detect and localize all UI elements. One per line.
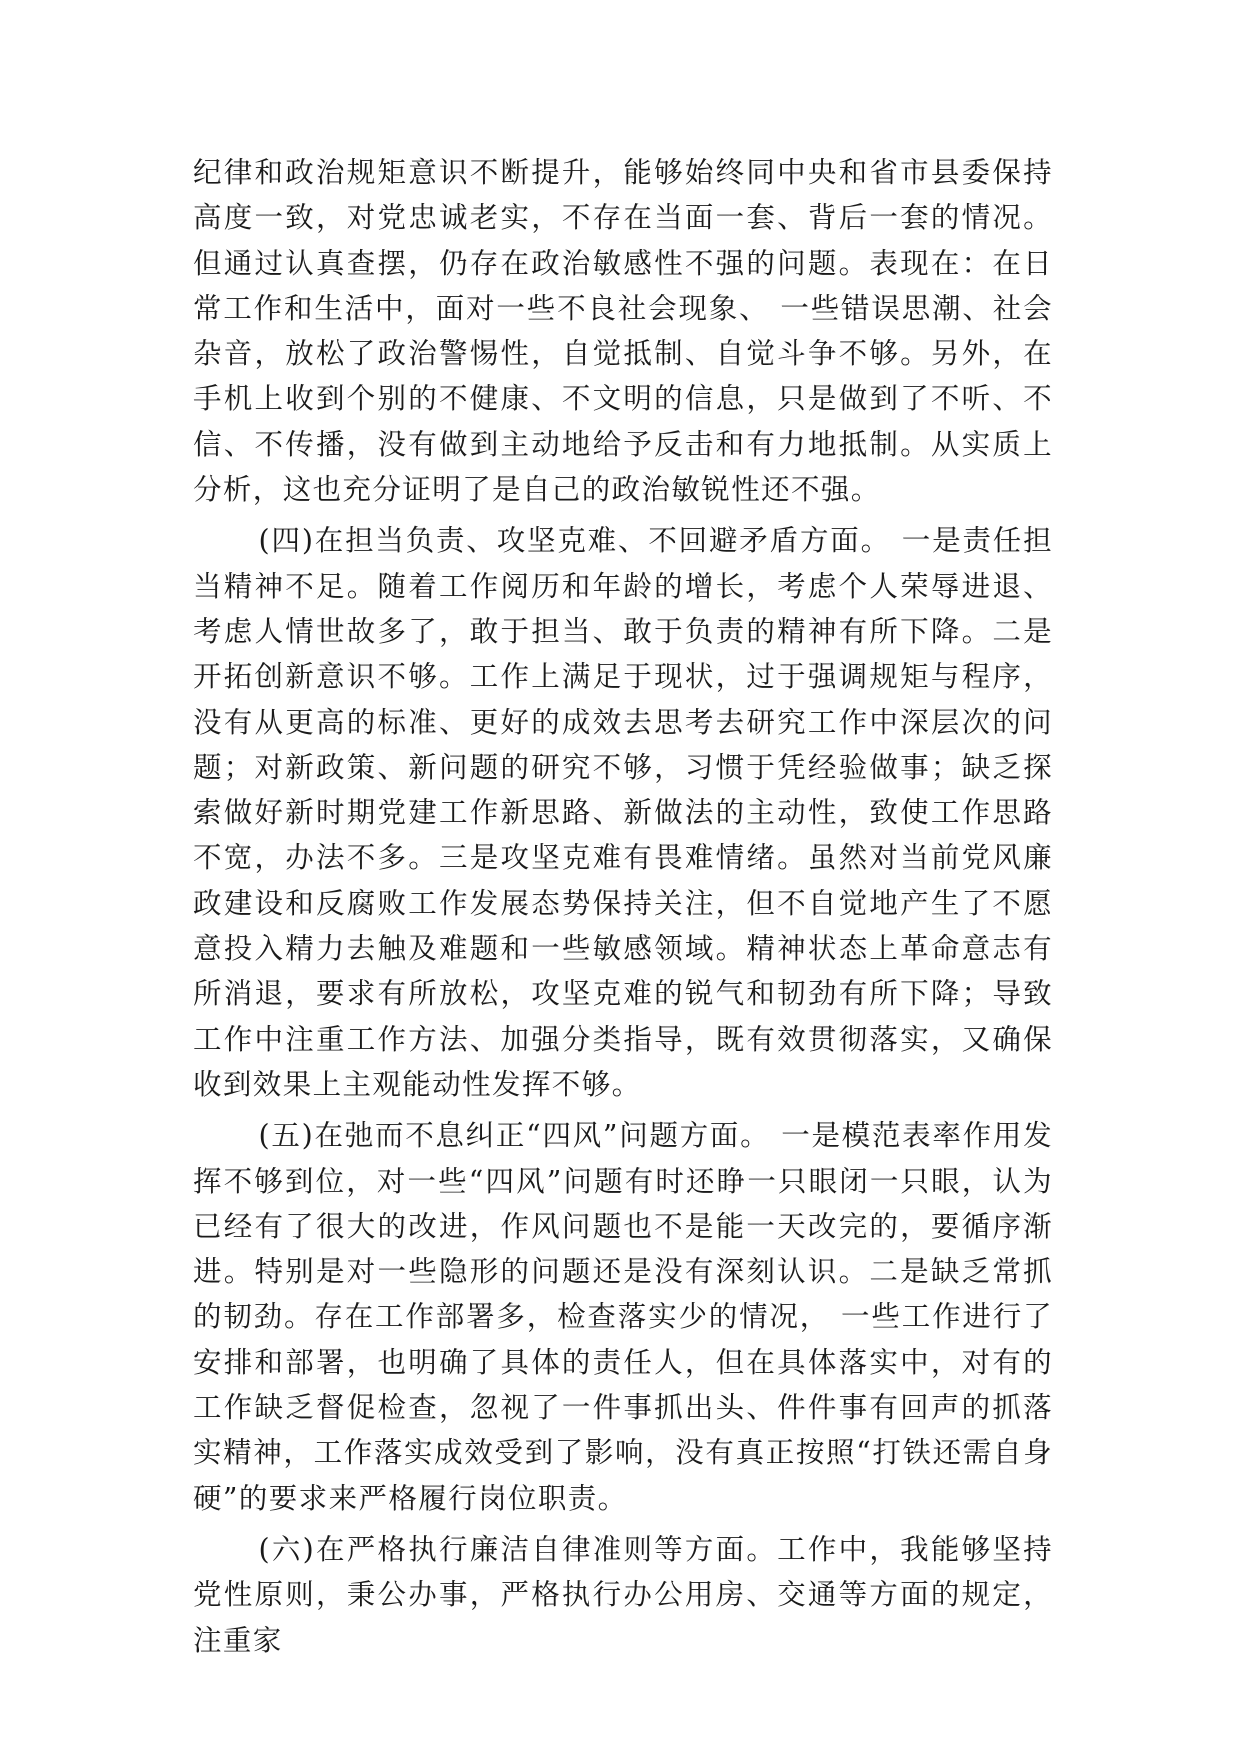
- paragraph-section-four: (四)在担当负责、攻坚克难、不回避矛盾方面。 一是责任担当精神不足。随着工作阅历和年龄的增长，考虑个人荣辱进退、考虑人情世故多了，敢于担当、敢于负责的精神有所下降。二是开拓创新意识不够。工作上满足于现状，过于强调规矩与程序，没有从更高的标准、更好的成效去思考去研究工作中深层次的问题；对新政策、新问题的研究不够，习惯于凭经验做事；缺乏探索做好新时期党建工作新思路、新做法的主动性，致使工作思路不宽，办法不多。三是攻坚克难有畏难情绪。虽然对当前党风廉政建设和反腐败工作发展态势保持关注，但不自觉地产生了不愿意投入精力去触及难题和一些敏感领域。精神状态上革命意志有所消退，要求有所放松，攻坚克难的锐气和韧劲有所下降；导致工作中注重工作方法、加强分类指导，既有效贯彻落实，又确保收到效果上主观能动性发挥不够。: [193, 524, 1053, 1101]
- body-text: [193, 150, 1053, 1663]
- paragraph-political-sensitivity: 纪律和政治规矩意识不断提升，能够始终同中央和省市县委保持高度一致，对党忠诚老实，不存在当面一套、背后一套的情况。但通过认真查摆，仍存在政治敏感性不强的问题。表现在：在日常工作和生活中，面对一些不良社会现象、 一些错误思潮、社会杂音，放松了政治警惕性，自觉抵制、自觉斗争不够。另外，在手机上收到个别的不健康、不文明的信息，只是做到了不听、不信、不传播，没有做到主动地给予反击和有力地抵制。从实质上分析，这也充分证明了是自己的政治敏锐性还不强。: [193, 156, 1053, 507]
- paragraph-section-five: (五)在弛而不息纠正“四风”问题方面。 一是模范表率作用发挥不够到位，对一些“四风”问题有时还睁一只眼闭一只眼，认为已经有了很大的改进，作风问题也不是能一天改完的，要循序渐进。特别是对一些隐形的问题还是没有深刻认识。二是缺乏常抓的韧劲。存在工作部署多，检查落实少的情况， 一些工作进行了安排和部署，也明确了具体的责任人，但在具体落实中，对有的工作缺乏督促检查，忽视了一件事抓出头、件件事有回声的抓落实精神，工作落实成效受到了影响，没有真正按照“打铁还需自身硬”的要求来严格履行岗位职责。: [193, 1119, 1053, 1515]
- paragraph-section-six: (六)在严格执行廉洁自律准则等方面。工作中，我能够坚持党性原则，秉公办事，严格执行办公用房、交通等方面的规定，注重家: [193, 1532, 1053, 1657]
